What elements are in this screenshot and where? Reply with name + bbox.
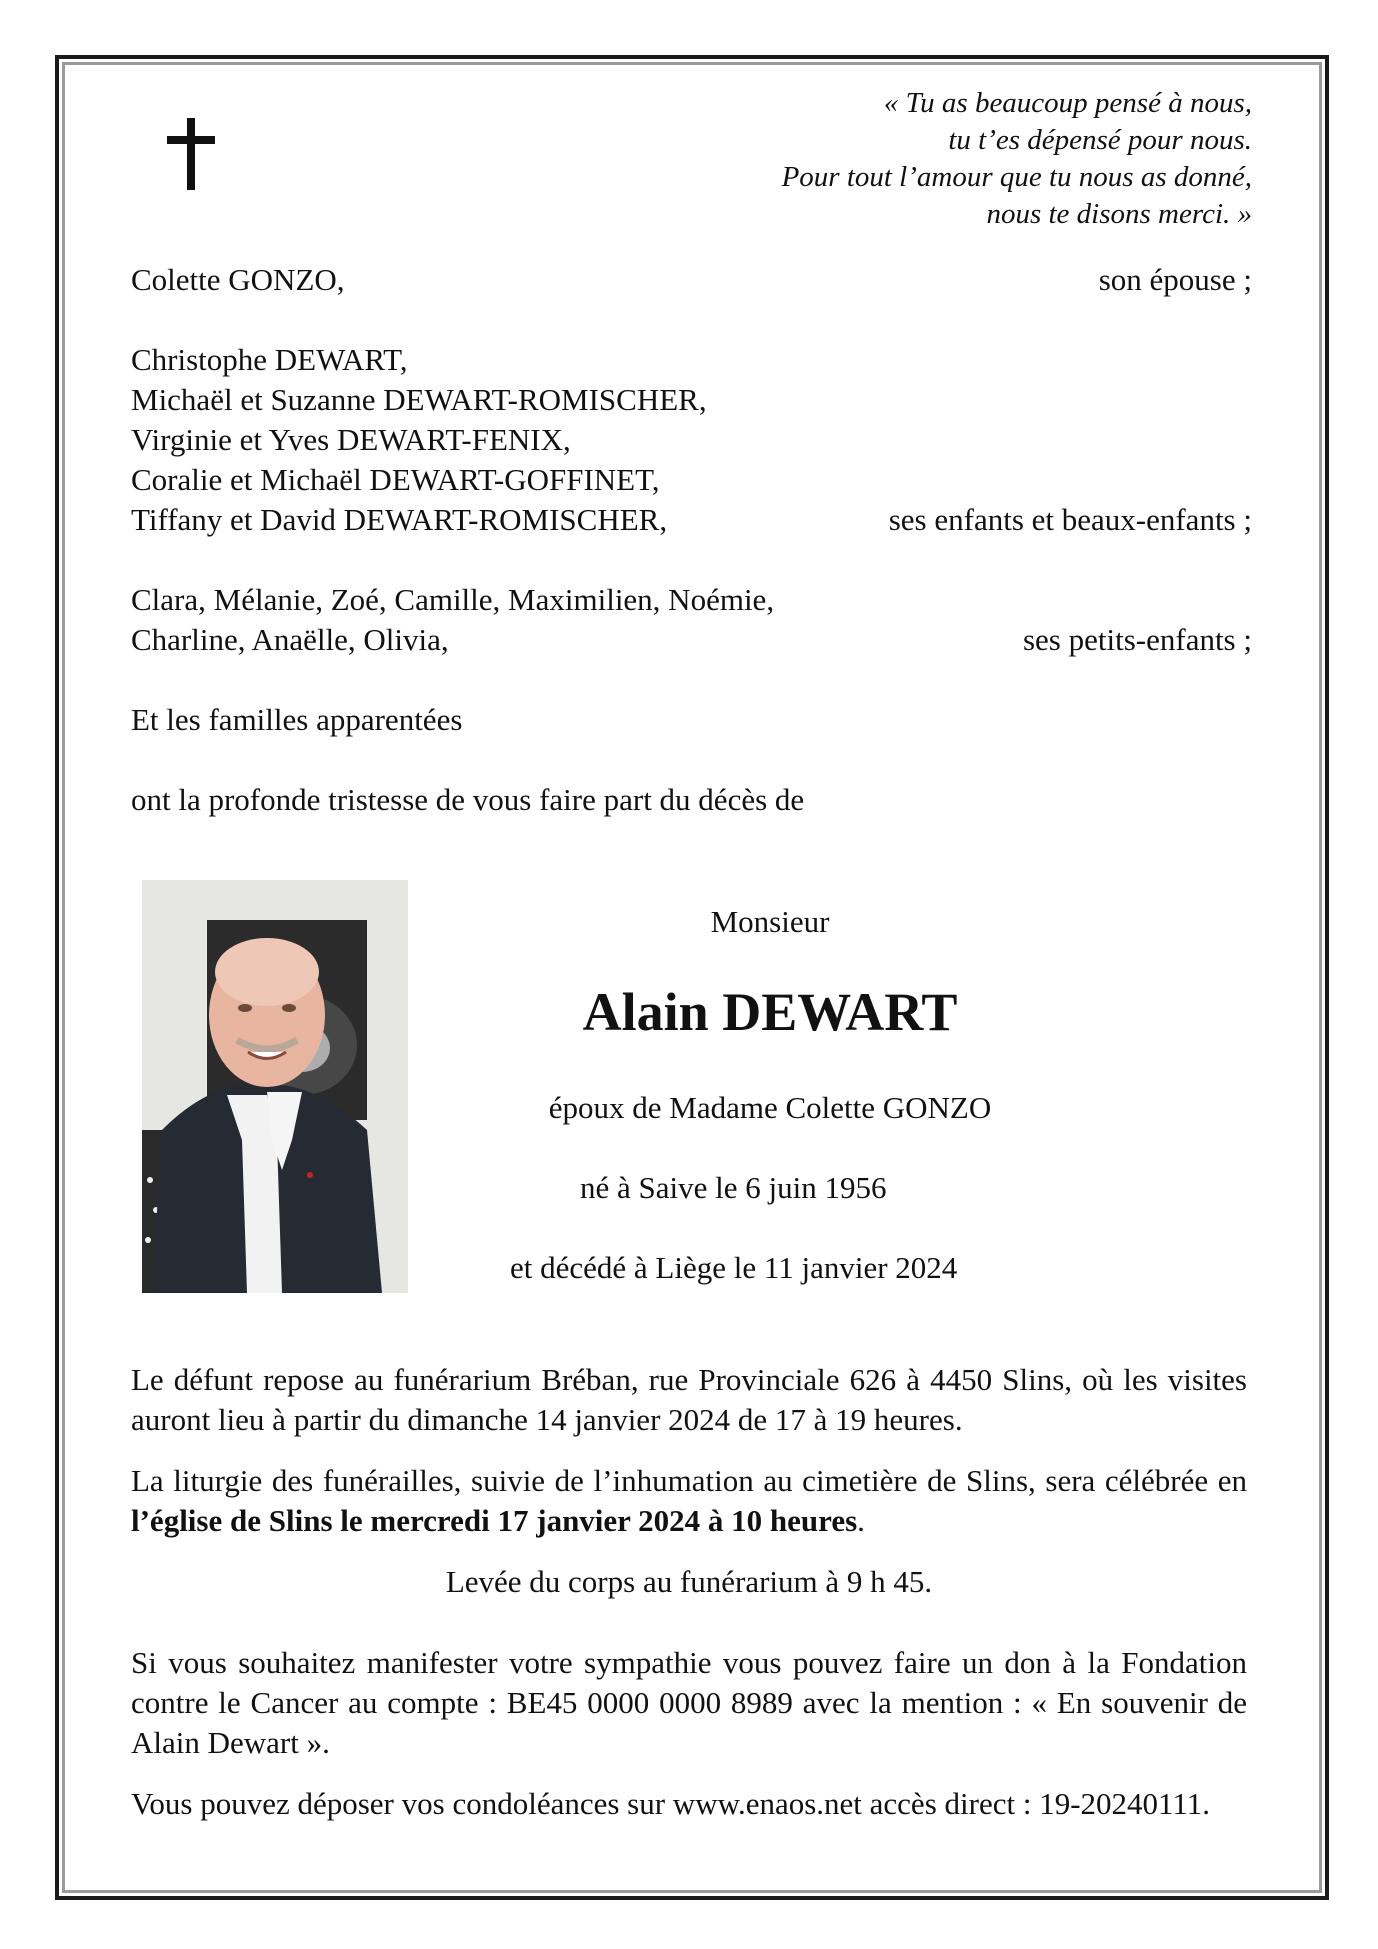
liturgy-paragraph xyxy=(131,1461,1247,1541)
epitaph-quote xyxy=(782,85,1252,233)
child-name: Michaël et Suzanne DEWART-ROMISCHER, xyxy=(131,382,707,417)
deceased-photo xyxy=(142,880,408,1293)
quote-line: « Tu as beaucoup pensé à nous, xyxy=(883,87,1252,119)
levee-line: Levée du corps au funérarium à 9 h 45. xyxy=(445,1564,933,1599)
children-relation: ses enfants et beaux-enfants ; xyxy=(888,502,1252,537)
related-families: Et les familles apparentées xyxy=(131,702,463,737)
grandchildren-list xyxy=(131,580,774,660)
child-name: Virginie et Yves DEWART-FENIX, xyxy=(131,422,571,457)
spouse-relation: son épouse ; xyxy=(1098,262,1252,297)
deceased-name: Alain DEWART xyxy=(582,982,958,1042)
grandchild-names: Clara, Mélanie, Zoé, Camille, Maximilien, Noémie, xyxy=(131,582,775,617)
honorific: Monsieur xyxy=(710,904,830,939)
grandchildren-relation: ses petits-enfants ; xyxy=(1022,622,1252,657)
visitation-paragraph: Le défunt repose au funérarium Bréban, rue Provinciale 626 à 4450 Slins, où les visites auront lieu à partir du dimanche 14 janvier 2024 de 17 à 19 heures. xyxy=(131,1362,1247,1437)
child-name: Christophe DEWART, xyxy=(131,342,408,377)
liturgy-emphasis: l’église de Slins le mercredi 17 janvier 2024 à 10 heures xyxy=(131,1503,858,1538)
child-name: Tiffany et David DEWART-ROMISCHER, xyxy=(131,502,668,537)
liturgy-end: . xyxy=(857,1503,865,1538)
children-list xyxy=(131,340,707,540)
quote-line: Pour tout l’amour que tu nous as donné, xyxy=(781,161,1252,193)
quote-line: tu t’es dépensé pour nous. xyxy=(948,124,1252,156)
spouse-name: Colette GONZO, xyxy=(131,262,345,297)
grandchild-names: Charline, Anaëlle, Olivia, xyxy=(131,622,449,657)
condolences-paragraph: Vous pouvez déposer vos condoléances sur www.enaos.net accès direct : 19-20240111. xyxy=(131,1786,1210,1821)
portrait-illustration xyxy=(142,880,408,1293)
birth-line: né à Saive le 6 juin 1956 xyxy=(580,1170,887,1205)
death-line: et décédé à Liège le 11 janvier 2024 xyxy=(510,1250,958,1285)
liturgy-text: La liturgie des funérailles, suivie de l’inhumation au cimetière de Slins, sera célébrée en xyxy=(131,1463,1247,1498)
latin-cross-icon xyxy=(163,118,219,190)
quote-line: nous te disons merci. » xyxy=(986,198,1252,230)
donation-paragraph: Si vous souhaitez manifester votre sympathie vous pouvez faire un don à la Fondation contre le Cancer au compte : BE45 0000 0000 8989 avec la mention : « En souvenir de Alain Dewart ». xyxy=(131,1645,1247,1760)
child-name: Coralie et Michaël DEWART-GOFFINET, xyxy=(131,462,660,497)
announcement-line: ont la profonde tristesse de vous faire part du décès de xyxy=(131,782,805,817)
spouse-line: époux de Madame Colette GONZO xyxy=(548,1090,992,1125)
